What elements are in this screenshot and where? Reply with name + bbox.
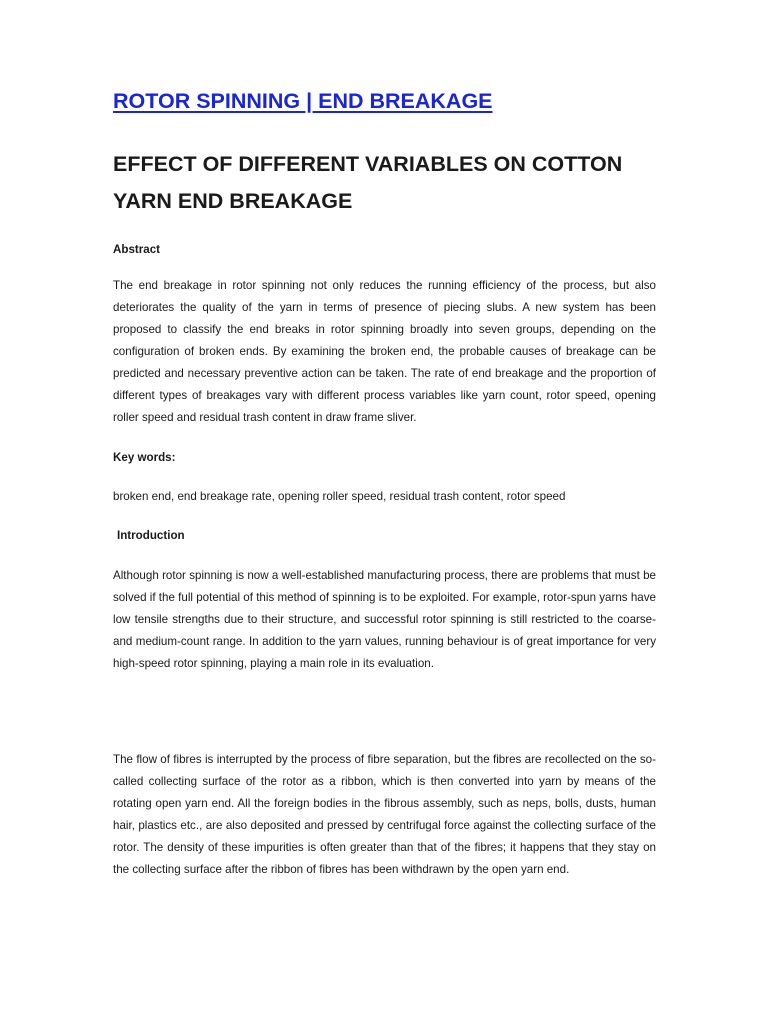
introduction-paragraph-2: The flow of fibres is interrupted by the process of fibre separation, but the fibres are recollected on the so-called collecting surface of the rotor as a ribbon, which is then converted into yarn by means of the rotating open yarn end. All the foreign bodies in the fibrous assembly, such as neps, bolls, dusts, human hair, plastics etc., are also deposited and pressed by centrifugal force against the collecting surface of the rotor. The density of these impurities is often greater than that of the fibres; it happens that they stay on the collecting surface after the ribbon of fibres has been withdrawn by the open yarn end. <box>113 753 656 876</box>
introduction-paragraph-1: Although rotor spinning is now a well-established manufacturing process, there are problems that must be solved if the full potential of this method of spinning is to be exploited. For example, rotor-spun yarns have low tensile strengths due to their structure, and successful rotor spinning is still restricted to the coarse-and medium-count range. In addition to the yarn values, running behaviour is of great importance for very high-speed rotor spinning, playing a main role in its evaluation. <box>113 569 656 670</box>
main-heading: EFFECT OF DIFFERENT VARIABLES ON COTTON YARN END BREAKAGE <box>113 152 623 213</box>
title-link[interactable]: ROTOR SPINNING | END BREAKAGE <box>113 89 493 113</box>
keywords-paragraph: broken end, end breakage rate, opening roller speed, residual trash content, rotor speed <box>113 490 566 503</box>
introduction-heading: Introduction <box>117 529 185 542</box>
keywords-heading: Key words: <box>113 451 176 464</box>
abstract-heading: Abstract <box>113 243 161 256</box>
abstract-paragraph: The end breakage in rotor spinning not only reduces the running efficiency of the process, but also deteriorates the quality of the yarn in terms of presence of piecing slubs. A new system has been proposed to classify the end breaks in rotor spinning broadly into seven groups, depending on the configuration of broken ends. By examining the broken end, the probable causes of breakage can be predicted and necessary preventive action can be taken. The rate of end breakage and the proportion of different types of breakages vary with different process variables like yarn count, rotor speed, opening roller speed and residual trash content in draw frame sliver. <box>113 279 656 424</box>
